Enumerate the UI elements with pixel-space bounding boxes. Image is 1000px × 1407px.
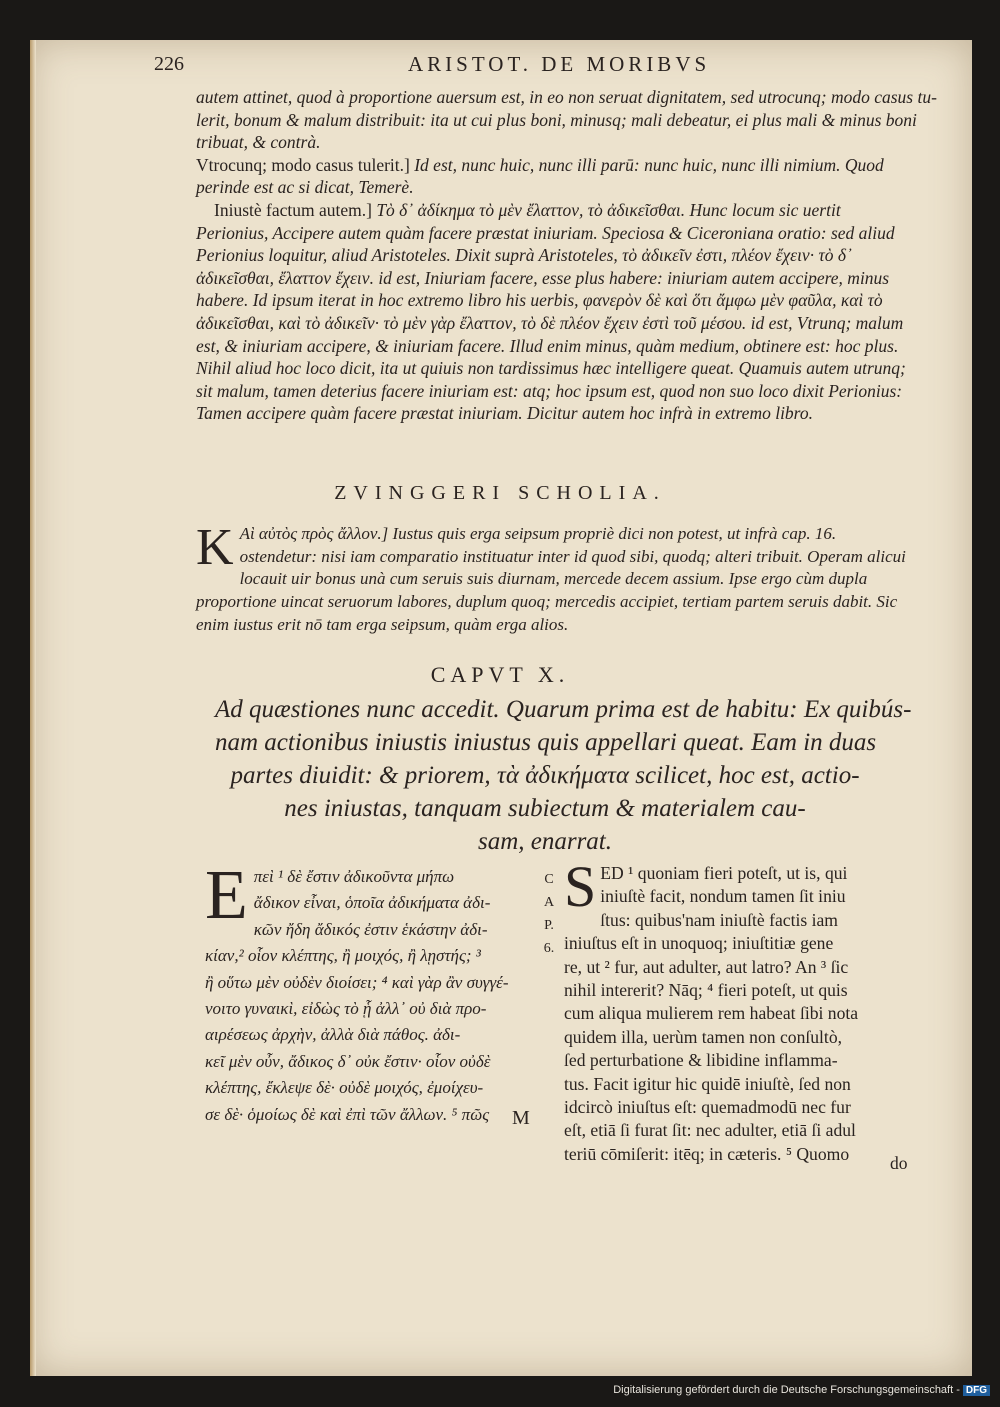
scholia-block bbox=[196, 519, 906, 637]
drop-capital: E bbox=[205, 857, 248, 934]
latin-line: re, ut ² fur, aut adulter, aut latro? An ³ ſic bbox=[564, 956, 849, 977]
margin-note-char: P. bbox=[544, 918, 554, 933]
summary-line: Ad quæstiones nunc accedit. Quarum prima est de habitu: Ex quibús- bbox=[215, 696, 912, 723]
greek-line: αιρέσεως ἀρχὴν, ἀλλὰ διὰ πάθος. ἀδι- bbox=[205, 1025, 461, 1045]
greek-line: ἢ οὕτω μὲν οὐδὲν διοίσει; ⁴ καὶ γὰρ ἂν συγγέ- bbox=[205, 972, 509, 992]
latin-line: nihil intererit? Nāq; ⁴ fieri poteſt, ut quis bbox=[564, 980, 848, 1001]
latin-line: ED ¹ quoniam fieri poteſt, ut is, qui bbox=[600, 863, 848, 883]
greek-column bbox=[205, 857, 543, 1128]
drop-capital: K bbox=[196, 519, 234, 576]
lemma-gloss: Id est, nunc huic, nunc illi parū: nunc huic, nunc illi nimium. Quod perinde est ac si dicat, Temerè. bbox=[196, 154, 884, 198]
latin-line: ſed perturbatione & libidine inflamma- bbox=[564, 1050, 838, 1071]
latin-line: quidem illa, uerùm tamen non conſultò, bbox=[564, 1026, 843, 1047]
scholia-heading: ZVINGGERI SCHOLIA. bbox=[334, 482, 666, 504]
latin-column bbox=[564, 854, 924, 1166]
page-number: 226 bbox=[154, 53, 184, 75]
dfg-logo: DFG bbox=[963, 1385, 990, 1396]
commentary-line: lerit, bonum & malum distribuit: ita ut cui plus boni, minusq; mali debeatur, ei plus mali & minus boni bbox=[196, 109, 917, 130]
summary-line: nes iniustas, tanquam subiectum & materialem cau- bbox=[284, 795, 806, 822]
lemma: Iniustè factum autem.] bbox=[214, 199, 372, 220]
summary-line: nam actionibus iniustis iniustus quis appellari queat. Eam in duas bbox=[215, 729, 877, 756]
greek-line: σε δὲ· ὁμοίως δὲ καὶ ἐπὶ τῶν ἄλλων. ⁵ πῶς bbox=[205, 1104, 490, 1124]
latin-line: cum aliqua mulierem rem habeat ſibi nota bbox=[564, 1003, 859, 1024]
chapter-heading: CAPVT X. bbox=[430, 662, 570, 687]
latin-line: teriū cōmiſerit: itēq; in cæteris. ⁵ Quomo bbox=[564, 1143, 850, 1164]
latin-line: iniuſtus eſt in unoquoq; iniuſtitiæ gene bbox=[564, 933, 834, 954]
margin-note bbox=[538, 868, 560, 960]
latin-line: iniuſtè facit, nondum tamen ſit iniu bbox=[600, 886, 846, 907]
lemma-gloss: Τὸ δ᾽ ἀδίκημα τὸ μὲν ἔλαττον, τὸ ἀδικεῖσθαι. Hunc locum sic uertit Perionius, Accipere autem quàm facere præstat iniuriam. Speciosa & Ciceroniana oratio: sed aliud Perionius loquitur, aliud Aristoteles. Dixit suprà Aristoteles, τὸ ἀδικεῖν ἐστι, πλέον ἔχειν· τὸ δ᾽ ἀδικεῖσθαι, ἔλαττον ἔχειν. id est, Iniuriam facere, esse plus habere: iniuriam autem accipere, minus habere. Id ipsum iterat in hoc extremo libro his uerbis, φανερὸν δὲ καὶ ὅτι ἄμφω μὲν φαῦλα, καὶ τὸ ἀδικεῖσθαι, καὶ τὸ ἀδικεῖν· τὸ μὲν γὰρ ἔλαττον, τὸ δὲ πλέον ἔχειν ἐστὶ τοῦ μέσου. id est, Vtrunq; malum est, & iniuriam accipere, & iniuriam facere. Illud enim minus, quàm medium, obtinere est: hoc plus. Nihil aliud hoc loco dicit, ita ut quiuis non tardissimus hæc intelligere queat. Quamuis autem utrunq; sit malum, tamen deterius facere iniuriam est: atq; hoc ipsum est, quod non suo loco dixit Perionius: Tamen accipere quàm facere præstat iniuriam. Dicitur autem hoc infrà in extremo libro. bbox=[196, 199, 906, 424]
greek-line: κεῖ μὲν οὖν, ἄδικος δ᾽ οὐκ ἔστιν· οἷον οὐδὲ bbox=[205, 1051, 491, 1071]
latin-line: idcircò iniuſtus eſt: quemadmodū nec fur bbox=[564, 1097, 851, 1118]
commentary-block bbox=[196, 86, 937, 425]
margin-note-char: A bbox=[543, 895, 555, 910]
greek-line: κίαν,² οἷον κλέπτης, ἢ μοιχός, ἢ λῃστής; ³ bbox=[205, 946, 481, 966]
greek-line: κῶν ἤδη ἄδικός ἐστιν ἑκάστην ἀδι- bbox=[253, 919, 488, 939]
commentary-line: autem attinet, quod à proportione auersum est, in eo non seruat dignitatem, sed utrocunq; modo casus tu- bbox=[196, 87, 937, 107]
lemma: Vtrocunq; modo casus tulerit.] bbox=[196, 154, 410, 175]
latin-line: ſtus: quibus'nam iniuſtè factis iam bbox=[600, 909, 838, 930]
commentary-paragraph bbox=[196, 199, 906, 425]
greek-catchword: Μ bbox=[512, 1107, 530, 1129]
running-head: ARISTOT. DE MORIBVS bbox=[408, 52, 711, 76]
scholia-text: Aὶ αὐτὸς πρὸς ἄλλον.] Iustus quis erga seipsum propriè dici non potest, ut infrà cap. 16. ostendetur: nisi iam comparatio instituatur inter id quod sibi, quodq; alteri tribuit. Operam alicui locauit uir bonus unà cum seruis suis diurnam, mercede decem assium. Ipse ergo cùm dupla proportione uincat seruorum labores, duplum quoq; mercedis accipiet, tertiam partem seruis dabit. Sic enim iustus erit nō tam erga seipsum, quàm erga alios. bbox=[196, 524, 906, 634]
commentary-paragraph bbox=[196, 154, 906, 199]
chapter-summary bbox=[215, 693, 912, 858]
greek-line: νοιτο γυναικὶ, εἰδὼς τὸ ᾗ ἀλλ᾽ οὐ διὰ προ- bbox=[205, 999, 487, 1019]
greek-line: κλέπτης, ἔκλεψε δὲ· οὐδὲ μοιχός, ἐμοίχευ- bbox=[205, 1078, 484, 1098]
greek-line: πεὶ ¹ δὲ ἔστιν ἀδικοῦντα μήπω bbox=[253, 867, 455, 886]
summary-line: sam, enarrat. bbox=[477, 828, 613, 855]
digitization-credit bbox=[540, 1384, 990, 1396]
latin-line: eſt, etiā ſi furat ſit: nec adulter, etiā ſi adul bbox=[564, 1120, 856, 1141]
commentary-line: tribuat, & contrà. bbox=[196, 132, 321, 153]
drop-capital: S bbox=[564, 854, 597, 919]
margin-note-char: 6. bbox=[543, 941, 555, 956]
catchword: do bbox=[890, 1153, 908, 1173]
greek-line: ἄδικον εἶναι, ὁποῖα ἀδικήματα ἀδι- bbox=[253, 893, 491, 913]
summary-line: partes diuidit: & priorem, τὰ ἀδικήματα scilicet, hoc est, actio- bbox=[230, 762, 860, 789]
credit-text: Digitalisierung gefördert durch die Deutsche Forschungsgemeinschaft - bbox=[613, 1384, 960, 1396]
margin-note-char: C bbox=[544, 872, 554, 887]
latin-line: tus. Facit igitur hic quidē iniuſtè, ſed non bbox=[564, 1073, 851, 1094]
